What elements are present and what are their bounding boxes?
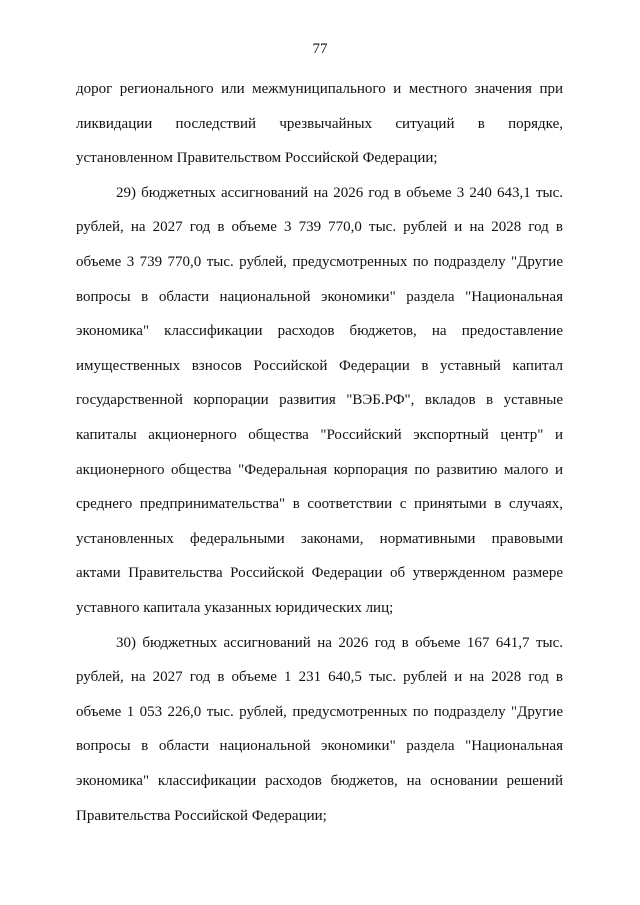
text-line: экономика" классификации расходов бюджетов, на предоставление — [76, 323, 563, 339]
text-line: актами Правительства Российской Федерации об утвержденном размере — [76, 565, 563, 581]
text-line: установленном Правительством Российской Федерации; — [76, 150, 438, 166]
text-line: вопросы в области национальной экономики" раздела "Национальная — [76, 289, 563, 305]
text-line: рублей, на 2027 год в объеме 3 739 770,0 тыс. рублей и на 2028 год в — [76, 219, 563, 235]
text-line: капиталы акционерного общества "Российский экспортный центр" и — [76, 427, 563, 443]
text-line: дорог регионального или межмуниципального и местного значения при — [76, 81, 563, 97]
text-line: имущественных взносов Российской Федерации в уставный капитал — [76, 358, 563, 374]
text-line: государственной корпорации развития "ВЭБ.РФ", вкладов в уставные — [76, 392, 563, 408]
page-number: 77 — [312, 41, 328, 57]
text-line: вопросы в области национальной экономики" раздела "Национальная — [76, 738, 563, 754]
text-line: экономика" классификации расходов бюджетов, на основании решений — [76, 773, 563, 789]
text-line: объеме 3 739 770,0 тыс. рублей, предусмотренных по подразделу "Другие — [76, 254, 563, 270]
text-line: 29) бюджетных ассигнований на 2026 год в объеме 3 240 643,1 тыс. — [116, 185, 563, 201]
text-line: акционерного общества "Федеральная корпорация по развитию малого и — [76, 462, 563, 478]
text-line: среднего предпринимательства" в соответствии с принятыми в случаях, — [76, 496, 563, 512]
text-line: уставного капитала указанных юридических лиц; — [76, 600, 394, 616]
text-line: установленных федеральными законами, нормативными правовыми — [76, 531, 563, 547]
text-line: 30) бюджетных ассигнований на 2026 год в объеме 167 641,7 тыс. — [116, 635, 563, 651]
text-line: рублей, на 2027 год в объеме 1 231 640,5 тыс. рублей и на 2028 год в — [76, 669, 563, 685]
text-line: ликвидации последствий чрезвычайных ситуаций в порядке, — [76, 116, 563, 132]
text-line: объеме 1 053 226,0 тыс. рублей, предусмотренных по подразделу "Другие — [76, 704, 563, 720]
text-line: Правительства Российской Федерации; — [76, 808, 327, 824]
